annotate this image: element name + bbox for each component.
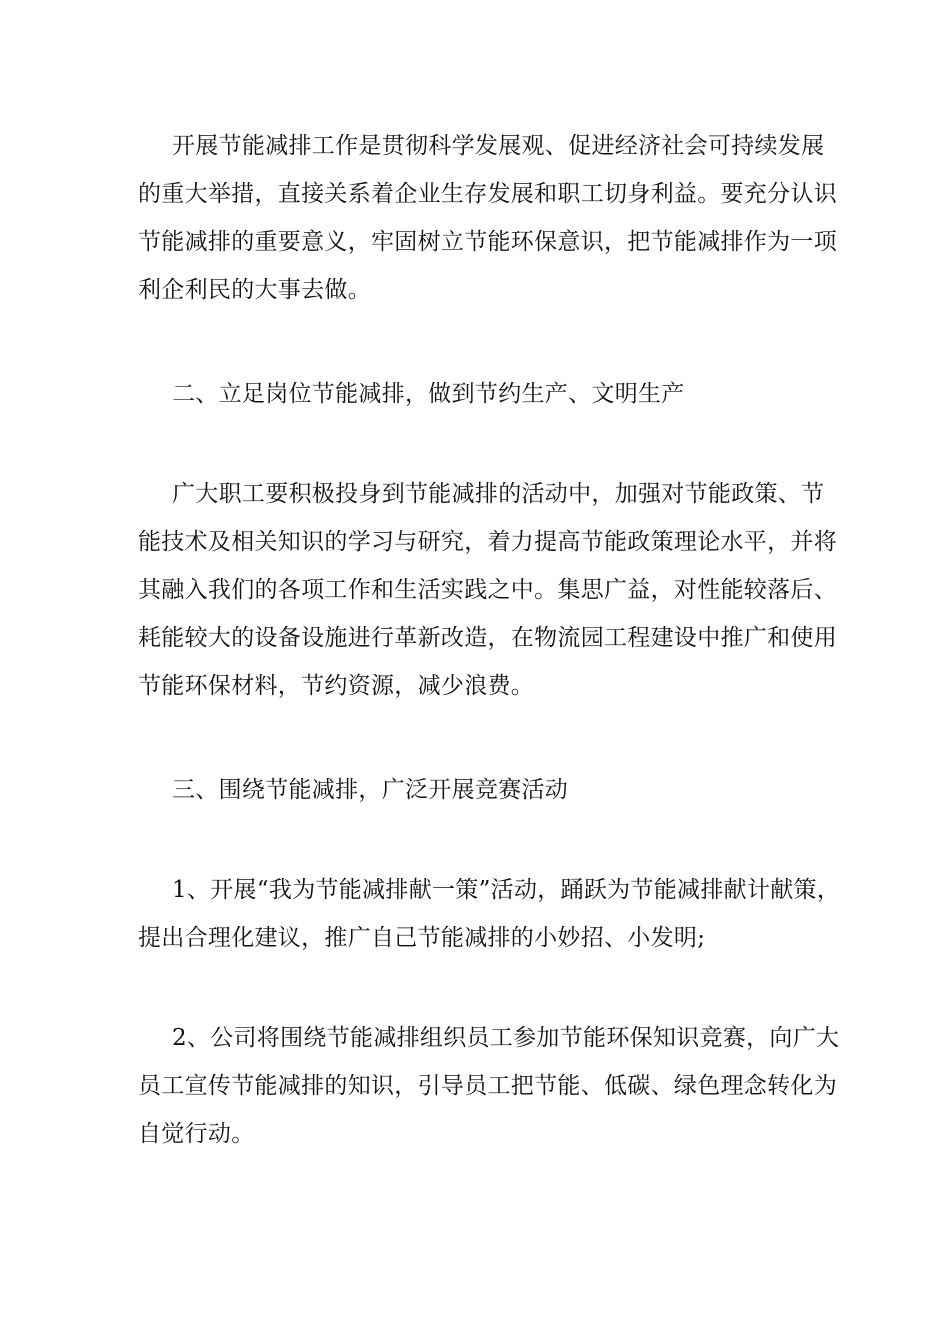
text-line: 利企利民的大事去做。 — [138, 277, 371, 303]
text-line: 节能环保材料，节约资源，减少浪费。 — [138, 673, 535, 699]
text-line: 开展节能减排工作是贯彻科学发展观、促进经济社会可持续发展 — [172, 133, 825, 159]
text-line: 1、开展“我为节能减排献一策”活动，踊跃为节能减排献计献策， — [172, 877, 841, 903]
text-line: 自觉行动。 — [138, 1121, 255, 1147]
text-line: 其融入我们的各项工作和生活实践之中。集思广益，对性能较落后、 — [138, 577, 837, 603]
section-heading-3 — [138, 766, 838, 814]
text-line: 广大职工要积极投身到节能减排的活动中，加强对节能政策、节 — [172, 481, 825, 507]
text-line: 能技术及相关知识的学习与研究，着力提高节能政策理论水平，并将 — [138, 529, 837, 555]
paragraph-staff-participation — [138, 470, 838, 710]
text-line: 员工宣传节能减排的知识，引导员工把节能、低碳、绿色理念转化为 — [138, 1073, 837, 1099]
heading-text: 三、围绕节能减排，广泛开展竞赛活动 — [172, 777, 569, 803]
paragraph-energy-saving-importance — [138, 122, 838, 314]
text-line: 耗能较大的设备设施进行革新改造，在物流园工程建设中推广和使用 — [138, 625, 837, 651]
text-line: 节能减排的重要意义，牢固树立节能环保意识，把节能减排作为一项 — [138, 229, 837, 255]
text-line: 2、公司将围绕节能减排组织员工参加节能环保知识竞赛，向广大 — [172, 1025, 840, 1051]
list-item-1 — [138, 866, 841, 962]
heading-text: 二、立足岗位节能减排，做到节约生产、文明生产 — [172, 381, 685, 407]
list-item-2 — [138, 1014, 838, 1158]
section-heading-2 — [138, 370, 838, 418]
text-line: 的重大举措，直接关系着企业生存发展和职工切身利益。要充分认识 — [138, 181, 837, 207]
text-line: 提出合理化建议，推广自己节能减排的小妙招、小发明; — [138, 925, 706, 951]
